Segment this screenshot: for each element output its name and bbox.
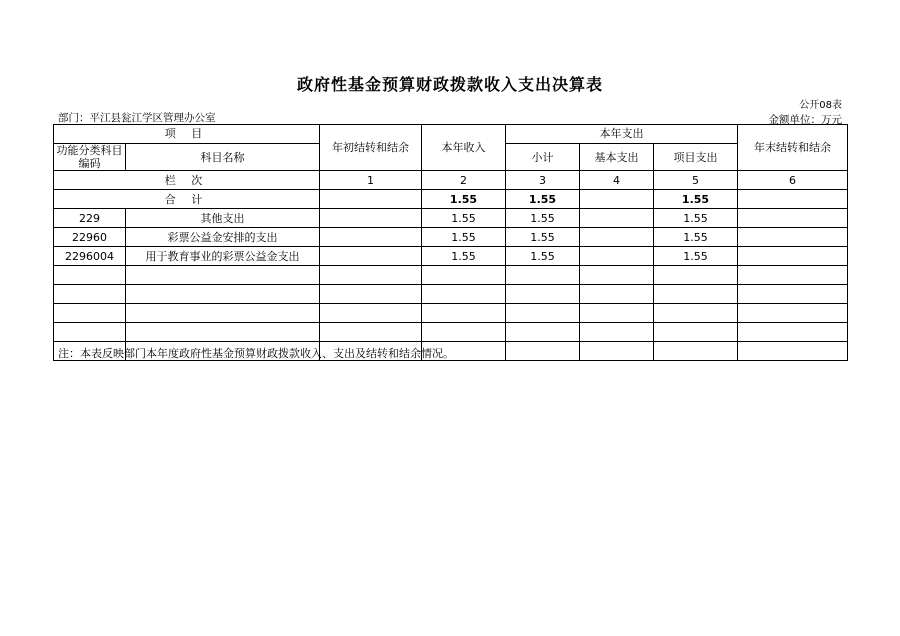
total-year-income: 1.55 [422, 190, 506, 209]
empty-cell [506, 285, 580, 304]
row-basic-expense [580, 247, 654, 266]
empty-cell [654, 285, 738, 304]
row-func-code: 2296004 [54, 247, 126, 266]
total-begin-balance [320, 190, 422, 209]
row-basic-expense [580, 209, 654, 228]
empty-cell [506, 304, 580, 323]
empty-cell [54, 304, 126, 323]
amount-unit-label: 金额单位：万元 [768, 114, 842, 126]
total-subtotal: 1.55 [506, 190, 580, 209]
row-end-balance [738, 209, 848, 228]
row-project-expense: 1.55 [654, 209, 738, 228]
budget-table [53, 124, 848, 361]
empty-cell [422, 323, 506, 342]
row-func-code: 22960 [54, 228, 126, 247]
total-end-balance [738, 190, 848, 209]
column-number-6: 6 [738, 171, 848, 190]
empty-cell [54, 285, 126, 304]
empty-cell [54, 266, 126, 285]
row-end-balance [738, 247, 848, 266]
empty-cell [580, 342, 654, 361]
table-total-row [54, 190, 848, 209]
header-project-group: 项 目 [54, 125, 320, 144]
column-number-row [54, 171, 848, 190]
row-subject-name: 用于教育事业的彩票公益金支出 [126, 247, 320, 266]
empty-cell [320, 266, 422, 285]
form-code-label: 公开08表 [799, 100, 842, 111]
empty-cell [738, 323, 848, 342]
header-basic-expense: 基本支出 [580, 144, 654, 171]
empty-cell [580, 266, 654, 285]
empty-cell [506, 266, 580, 285]
empty-cell [320, 285, 422, 304]
row-end-balance [738, 228, 848, 247]
row-year-income: 1.55 [422, 209, 506, 228]
page-title: 政府性基金预算财政拨款收入支出决算表 [296, 75, 603, 94]
row-project-expense: 1.55 [654, 247, 738, 266]
department-name: 平江县瓮江学区管理办公室 [89, 112, 216, 124]
empty-cell [320, 304, 422, 323]
empty-cell [422, 285, 506, 304]
empty-cell [738, 342, 848, 361]
empty-cell [422, 304, 506, 323]
department-line [58, 110, 216, 125]
empty-cell [506, 323, 580, 342]
empty-cell [126, 285, 320, 304]
table-row-empty [54, 304, 848, 323]
empty-cell [654, 304, 738, 323]
department-label: 部门： [58, 112, 90, 124]
row-year-income: 1.55 [422, 247, 506, 266]
header-year-expense: 本年支出 [506, 125, 738, 144]
table-row-empty [54, 266, 848, 285]
table-note: 注：本表反映部门本年度政府性基金预算财政拨款收入、支出及结转和结余情况。 [58, 347, 454, 360]
header-func-code: 功能分类科目编码 [54, 144, 126, 171]
empty-cell [580, 323, 654, 342]
header-subject-name: 科目名称 [126, 144, 320, 171]
empty-cell [580, 285, 654, 304]
table-row [54, 247, 848, 266]
empty-cell [320, 323, 422, 342]
header-project-expense: 项目支出 [654, 144, 738, 171]
column-number-4: 4 [580, 171, 654, 190]
empty-cell [654, 323, 738, 342]
empty-cell [126, 323, 320, 342]
row-basic-expense [580, 228, 654, 247]
table-row [54, 209, 848, 228]
header-year-income: 本年收入 [422, 125, 506, 171]
row-subtotal: 1.55 [506, 228, 580, 247]
empty-cell [126, 304, 320, 323]
table-row-empty [54, 323, 848, 342]
empty-cell [738, 285, 848, 304]
row-subtotal: 1.55 [506, 209, 580, 228]
header-end-balance: 年末结转和结余 [738, 125, 848, 171]
empty-cell [126, 266, 320, 285]
empty-cell [738, 304, 848, 323]
empty-cell [654, 342, 738, 361]
header-begin-balance: 年初结转和结余 [320, 125, 422, 171]
empty-cell [654, 266, 738, 285]
column-number-5: 5 [654, 171, 738, 190]
total-basic-expense [580, 190, 654, 209]
row-subtotal: 1.55 [506, 247, 580, 266]
header-subtotal: 小计 [506, 144, 580, 171]
empty-cell [580, 304, 654, 323]
row-year-income: 1.55 [422, 228, 506, 247]
row-project-expense: 1.55 [654, 228, 738, 247]
row-subject-name: 彩票公益金安排的支出 [126, 228, 320, 247]
total-label: 合 计 [54, 190, 320, 209]
table-row-empty [54, 285, 848, 304]
total-project-expense: 1.55 [654, 190, 738, 209]
empty-cell [54, 323, 126, 342]
row-begin-balance [320, 209, 422, 228]
row-func-code: 229 [54, 209, 126, 228]
table-row [54, 228, 848, 247]
row-begin-balance [320, 228, 422, 247]
row-subject-name: 其他支出 [126, 209, 320, 228]
empty-cell [506, 342, 580, 361]
row-begin-balance [320, 247, 422, 266]
column-row-label: 栏 次 [54, 171, 320, 190]
table-header-row-1 [54, 125, 848, 144]
empty-cell [738, 266, 848, 285]
column-number-1: 1 [320, 171, 422, 190]
column-number-2: 2 [422, 171, 506, 190]
empty-cell [422, 266, 506, 285]
column-number-3: 3 [506, 171, 580, 190]
